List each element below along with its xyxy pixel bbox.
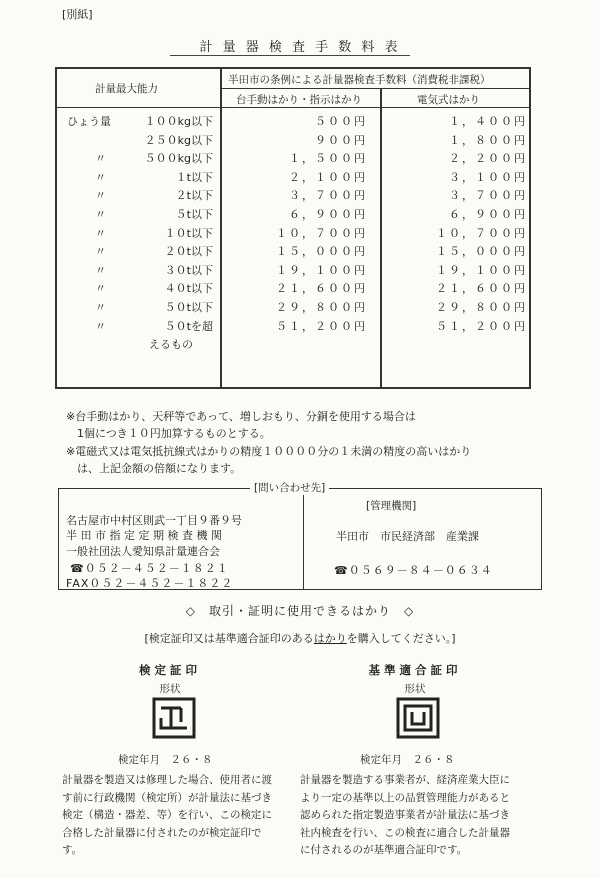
col-capacity-header: 計量最大能力 <box>95 83 158 95</box>
fee-table <box>55 67 531 389</box>
capacity-cell <box>57 113 217 129</box>
col-electric-header: 電気式はかり <box>417 94 480 106</box>
manual-fee-cell: ２９，８００円 <box>276 301 367 314</box>
conformity-shape-label: 形状 <box>404 683 426 695</box>
table-row <box>57 225 529 243</box>
manual-fee-cell: ９００円 <box>315 133 367 147</box>
inquiry-org: 半 田 市 指 定 定 期 検 査 機 関 <box>66 529 222 542</box>
verification-stamp-title: 検定証印 <box>139 663 201 677</box>
capacity-prefix: ひょう量 <box>67 115 111 128</box>
capacity-value: ５００kg以下 <box>144 152 213 166</box>
electric-fee-cell: ２１，６００円 <box>436 282 527 296</box>
inquiry-org: 一般社団法人愛知県計量連合会 <box>66 545 220 558</box>
capacity-prefix: 〃 <box>95 263 106 277</box>
conformity-stamp-title: 基準適合証印 <box>368 663 462 677</box>
manual-fee-cell: １９，１００円 <box>276 263 367 277</box>
capacity-cell <box>57 187 217 203</box>
title-underline <box>170 55 410 56</box>
verification-date: 検定年月 ２６・８ <box>118 754 213 766</box>
electric-fee-cell: ２，２００円 <box>449 152 527 166</box>
management-name: 半田市 市民経済部 産業課 <box>336 530 479 543</box>
inquiry-label: [問い合わせ先] <box>250 480 329 495</box>
electric-fee-cell: １，８００円 <box>449 133 527 147</box>
manual-fee-cell: ３，７００円 <box>289 189 367 203</box>
electric-fee-cell: ５１，２００円 <box>436 319 527 333</box>
capacity-value: ５t以下 <box>175 208 213 221</box>
verification-description: 計量器を製造又は修理した場合、使用者に渡す前に行政機関（検定所）が計量法に基づき検定（構造・器差、等）を行い、この検定に合格した計量器に付されたのが検定証印です。 <box>62 774 272 856</box>
manual-fee-cell: １５，０００円 <box>276 245 367 259</box>
capacity-prefix: 〃 <box>95 189 106 203</box>
electric-fee-cell: １，４００円 <box>449 115 527 128</box>
capacity-prefix: 〃 <box>95 170 106 184</box>
manual-fee-cell: １０，７００円 <box>276 226 367 240</box>
manual-fee-cell: ５１，２００円 <box>276 319 367 333</box>
capacity-cell <box>57 299 217 315</box>
capacity-cell <box>57 169 217 185</box>
inquiry-divider <box>303 489 304 589</box>
capacity-prefix: 〃 <box>95 152 106 166</box>
conformity-stamp-icon <box>395 696 441 740</box>
col-manual-header: 台手動はかり・指示はかり <box>236 94 362 106</box>
capacity-cell <box>57 336 217 352</box>
table-row <box>57 243 529 261</box>
verification-shape-label: 形状 <box>159 683 181 695</box>
header-divider <box>57 107 529 108</box>
table-row <box>57 299 529 317</box>
certification-subtitle: [検定証印又は基準適合証印のあるはかりを購入してください。] <box>144 632 456 645</box>
table-row <box>57 262 529 280</box>
inquiry-address: 名古屋市中村区則武一丁目９番９号 <box>66 514 242 527</box>
capacity-value: ４０t以下 <box>164 282 213 296</box>
page-title: 計 量 器 検 査 手 数 料 表 <box>199 40 401 55</box>
capacity-value: １０t以下 <box>164 226 213 240</box>
capacity-value: えるもの <box>149 338 193 352</box>
manual-fee-cell: ６，９００円 <box>289 208 367 221</box>
table-row <box>57 318 529 336</box>
conformity-date: 検定年月 ２６・８ <box>360 754 455 766</box>
capacity-value: １００kg以下 <box>144 115 213 128</box>
capacity-value: ３０t以下 <box>164 263 213 277</box>
conformity-description: 計量器を製造する事業者が、経済産業大臣により一定の基準以上の品質管理能力があると認められた指定製造事業者が計量法に基づき社内検査を行い、この検査に適合した計量器に付されるのが基準適合証印です。 <box>300 774 510 856</box>
capacity-prefix: 〃 <box>95 226 106 240</box>
capacity-cell <box>57 280 217 296</box>
electric-fee-cell: １９，１００円 <box>436 263 527 277</box>
manual-fee-cell: １，５００円 <box>289 152 367 166</box>
capacity-value: ２０t以下 <box>164 245 213 259</box>
management-label: [管理機関] <box>366 500 417 512</box>
subheader-divider <box>220 88 529 89</box>
electric-fee-cell: ３，７００円 <box>449 189 527 203</box>
inquiry-tel: ☎０５２－４５２－１８２１ <box>70 562 229 575</box>
certification-heading: ◇ 取引・証明に使用できるはかり ◇ <box>185 604 415 618</box>
capacity-value: １t以下 <box>175 170 213 184</box>
note-line: 1個につき１０円加算するものとする。 <box>66 427 271 440</box>
note-line: ※電磁式又は電気抵抗線式はかりの精度１００００分の１未満の精度の高いはかり <box>66 445 472 458</box>
capacity-value: ２t以下 <box>175 189 213 203</box>
table-row <box>57 280 529 298</box>
table-row <box>57 132 529 150</box>
capacity-cell <box>57 318 217 334</box>
capacity-cell <box>57 150 217 166</box>
capacity-cell <box>57 243 217 259</box>
manual-fee-cell: ５００円 <box>315 115 367 128</box>
table-row <box>57 206 529 224</box>
manual-fee-cell: ２１，６００円 <box>276 282 367 296</box>
capacity-cell <box>57 225 217 241</box>
capacity-prefix: 〃 <box>95 319 106 333</box>
management-tel: ☎０５６９－８４－０６３４ <box>334 564 493 577</box>
capacity-value: ２５０kg以下 <box>144 133 213 147</box>
capacity-cell <box>57 262 217 278</box>
table-row <box>57 169 529 187</box>
capacity-prefix: 〃 <box>95 301 106 314</box>
verification-stamp-icon <box>151 696 197 740</box>
electric-fee-cell: ３，１００円 <box>449 170 527 184</box>
attachment-tag: [別紙] <box>62 8 93 21</box>
electric-fee-cell: １５，０００円 <box>436 245 527 259</box>
capacity-prefix: 〃 <box>95 282 106 296</box>
note-line: は、上記金額の倍額になります。 <box>66 462 242 475</box>
inquiry-fax: FAX０５２－４５２－１８２２ <box>66 577 234 590</box>
table-row <box>57 336 529 354</box>
table-row <box>57 150 529 168</box>
electric-fee-cell: ６，９００円 <box>449 208 527 221</box>
electric-fee-cell: １０，７００円 <box>436 226 527 240</box>
col-fee-group-header: 半田市の条例による計量器検査手数料（消費税非課税） <box>228 74 491 86</box>
capacity-value: ５０tを超 <box>164 319 213 333</box>
table-row <box>57 113 529 131</box>
capacity-value: ５０t以下 <box>164 301 213 314</box>
capacity-prefix: 〃 <box>95 245 106 259</box>
table-row <box>57 187 529 205</box>
capacity-cell <box>57 132 217 148</box>
note-line: ※台手動はかり、天秤等であって、増しおもり、分銅を使用する場合は <box>66 410 416 423</box>
manual-fee-cell: ２，１００円 <box>289 170 367 184</box>
capacity-cell <box>57 206 217 222</box>
electric-fee-cell: ２９，８００円 <box>436 301 527 314</box>
capacity-prefix: 〃 <box>95 208 106 221</box>
